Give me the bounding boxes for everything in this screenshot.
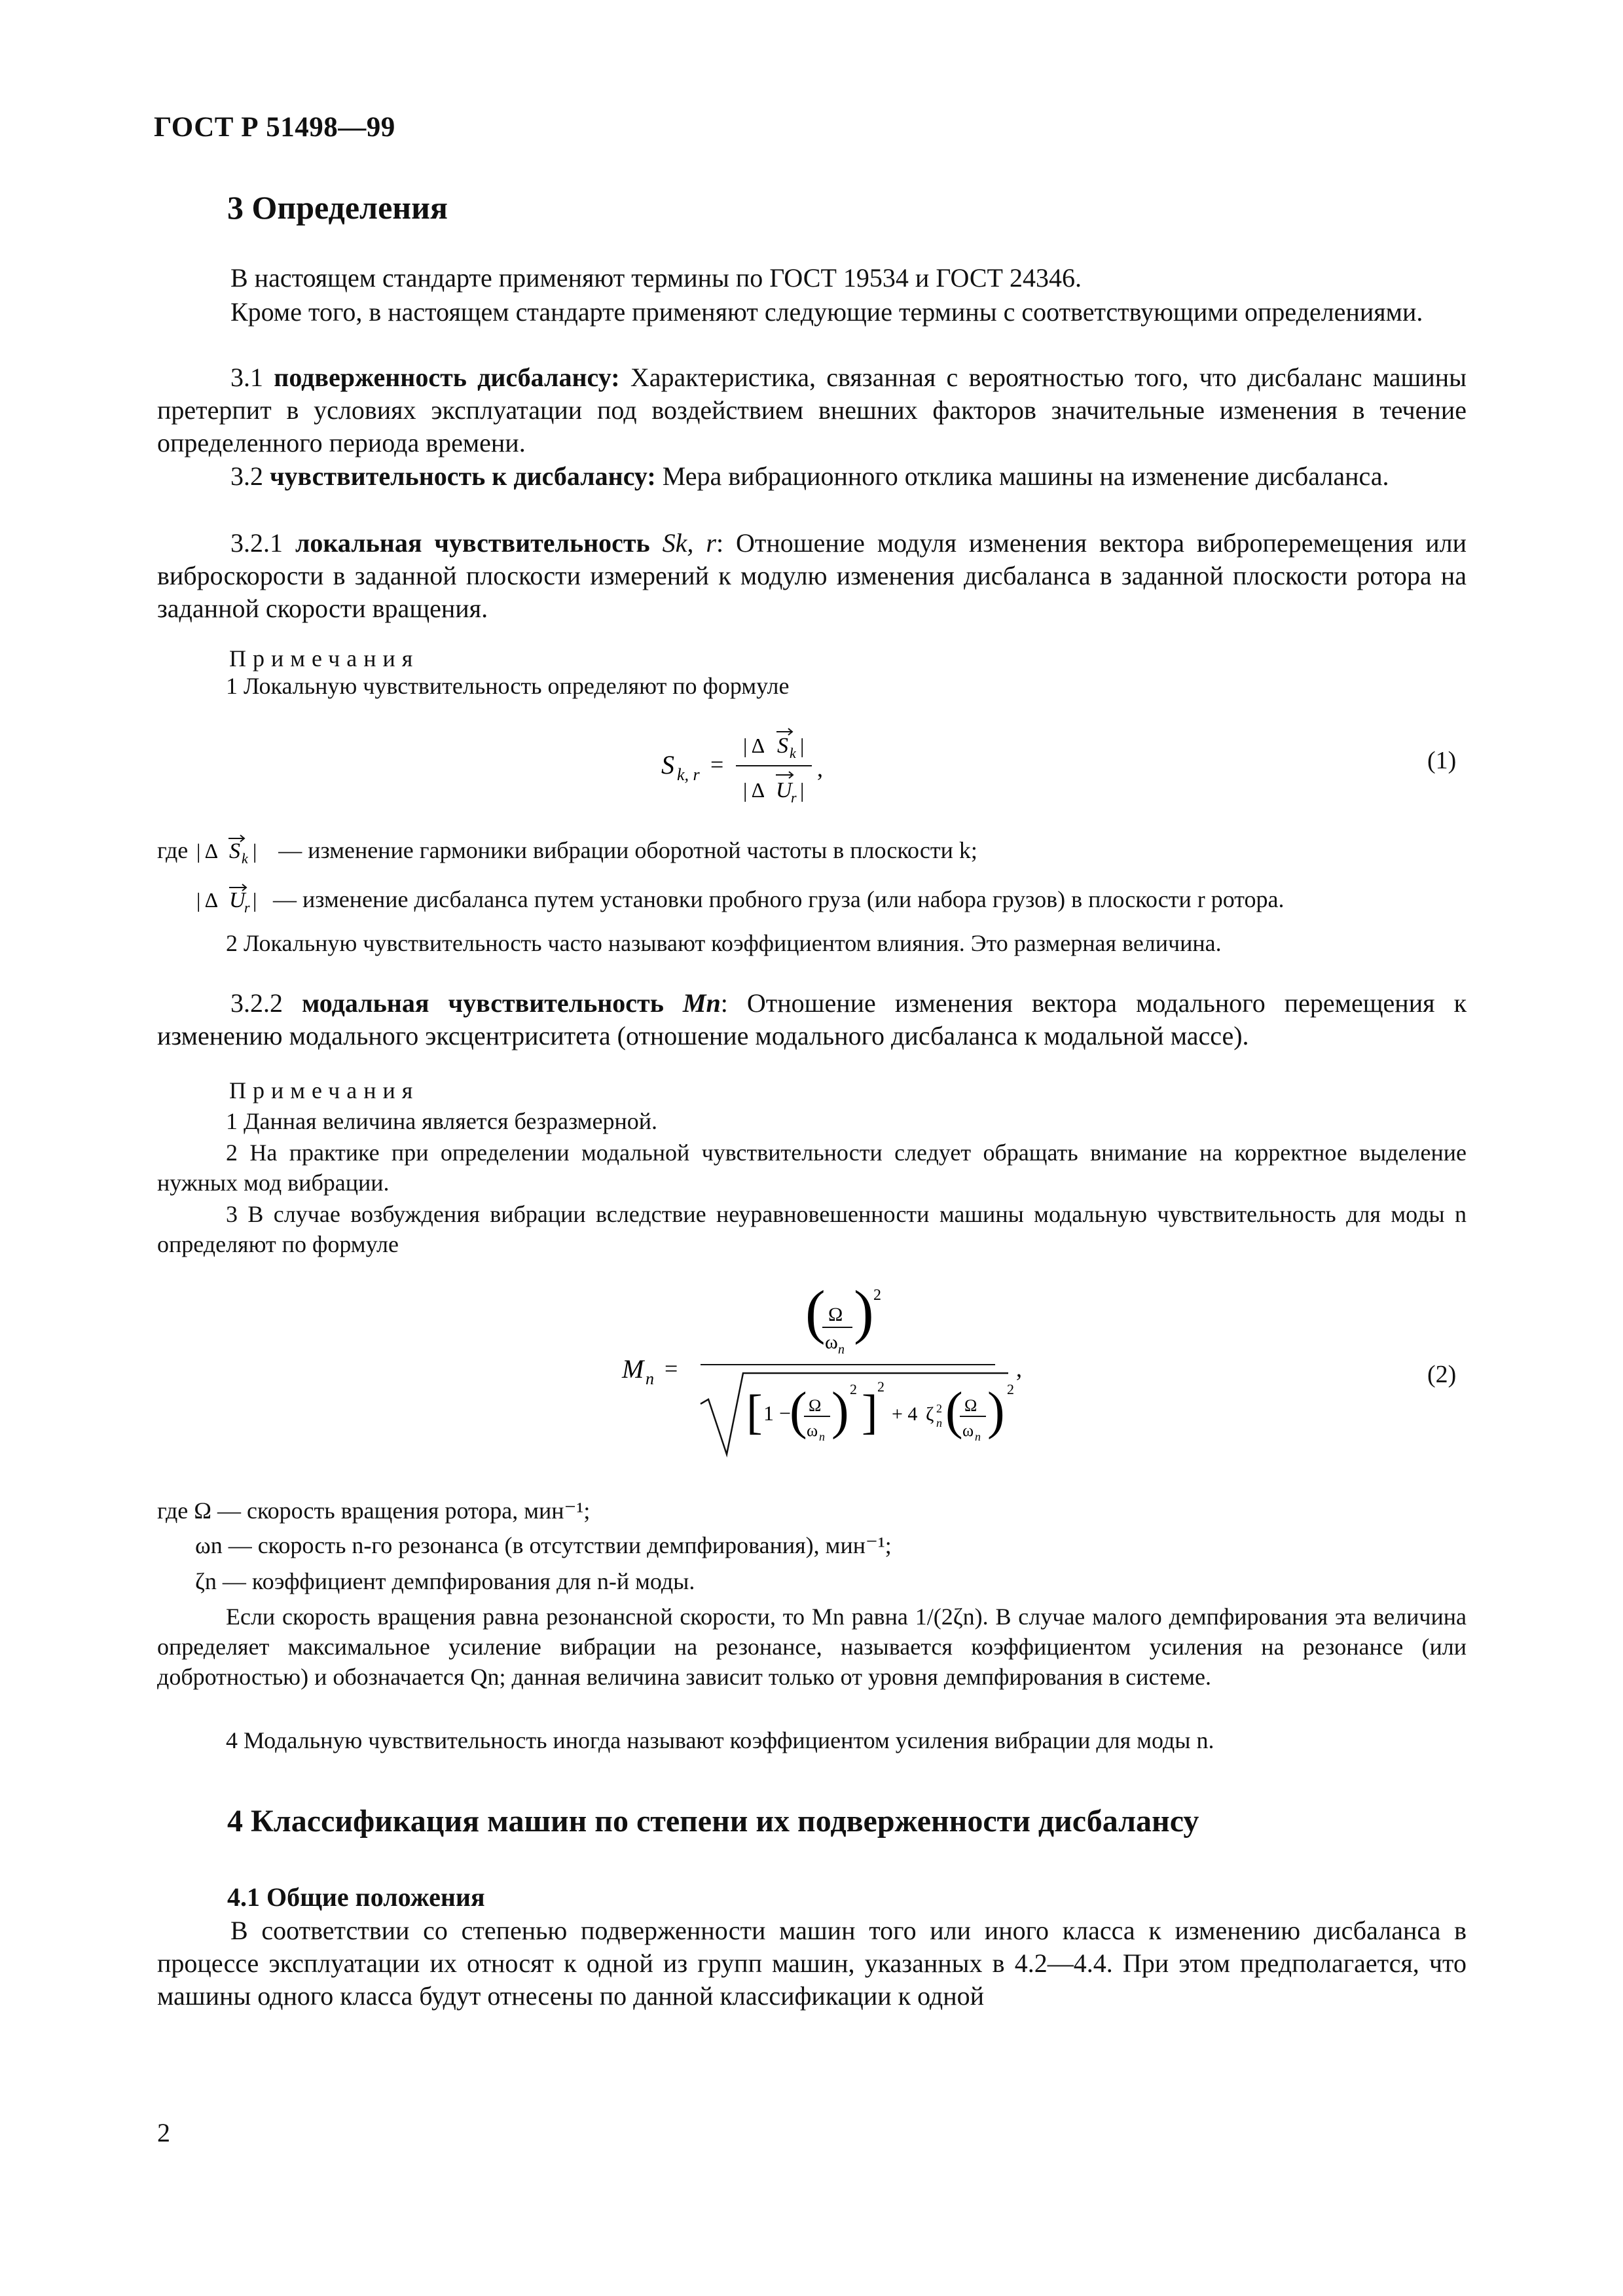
notes-heading-2: Примечания [229,1077,420,1103]
where-2-b: ωn — скорость n-го резонанса (в отсутствии демпфирования), мин⁻¹; [195,1532,892,1558]
svg-text:): ) [987,1382,1005,1440]
term-3-2: чувствительность к дисбалансу: [270,461,656,491]
svg-text:[: [ [746,1386,763,1439]
svg-text:S: S [229,839,241,863]
where-2-a: где Ω — скорость вращения ротора, мин⁻¹; [157,1498,591,1524]
section-4-title: 4 Классификация машин по степени их подверженности дисбалансу [227,1804,1199,1839]
definition-3-2: 3.2 чувствительность к дисбалансу: Мера вибрационного отклика машины на изменение дисбаланса. [230,461,1389,491]
svg-text:k: k [242,850,249,867]
svg-text:n: n [819,1430,825,1443]
symbol-mn: Mn [682,988,721,1018]
svg-text:ω: ω [807,1421,818,1440]
svg-text:k: k [790,745,796,761]
svg-text:n: n [838,1342,845,1357]
svg-text:|: | [800,778,805,802]
svg-text:n: n [936,1416,942,1429]
definition-3-2-1: 3.2.1 локальная чувствительность Sk, r: Отношение модуля изменения вектора виброперемещения или виброскорости в заданной плоскости измерений к модулю изменения дисбаланса в заданной плоскости ротора на заданной скорости вращения. [157,528,1467,623]
section-3-title: 3 Определения [227,189,448,226]
svg-text:Ω: Ω [828,1304,843,1325]
svg-text:n: n [975,1430,981,1443]
term-3-1: подверженность дисбалансу: [274,363,620,392]
document-header: ГОСТ Р 51498—99 [154,112,395,143]
note-2-2: 2 На практике при определении модальной чувствительности следует обращать внимание на корректное выделение нужных мод вибрации. [157,1139,1467,1196]
note-1-1: 1 Локальную чувствительность определяют по формуле [226,673,790,699]
symbol-delta-sk [194,834,272,867]
svg-text:2: 2 [936,1402,942,1415]
term-3-2-2: модальная чувствительность [302,988,664,1018]
svg-text:n: n [646,1369,654,1388]
formula-1 [655,720,851,818]
subsection-4-1-title: 4.1 Общие положения [227,1882,485,1912]
note-2-3-continued: Если скорость вращения равна резонансной скорости, то Mn равна 1/(2ζn). В случае малого демпфирования эта величина определяет максимальное усиление вибрации на резонансе, называется коэффициентом усиления на резонансе (или добротностью) и обозначается Qn; данная величина зависит только от уровня демпфирования в системе. [157,1604,1467,1690]
svg-text:Ω: Ω [809,1396,822,1415]
svg-text:): ) [854,1283,874,1345]
svg-text:k, r: k, r [677,765,700,784]
svg-text:U: U [229,888,246,912]
svg-text:=: = [710,751,724,778]
svg-text:]: ] [862,1386,878,1439]
note-2-4: 4 Модальную чувствительность иногда называют коэффициентом усиления вибрации для моды n. [226,1727,1214,1753]
intro-paragraph-2: Кроме того, в настоящем стандарте применяют следующие термины с соответствующими определениями. [230,297,1423,327]
svg-text:(: ( [790,1382,807,1440]
svg-text:2: 2 [1007,1381,1014,1397]
svg-text:+ 4: + 4 [892,1403,918,1425]
svg-text:S: S [661,750,674,780]
svg-text:| Δ: | Δ [196,839,219,863]
svg-text:(: ( [805,1283,826,1345]
symbol-s-kr: Sk, r [662,528,716,558]
definition-3-2-2: 3.2.2 модальная чувствительность Mn: Отношение изменения вектора модального перемещения к изменению модального эксцентриситета (отношение модального дисбаланса к модальной массе). [157,988,1467,1050]
svg-text:| Δ: | Δ [196,888,219,912]
page-number: 2 [157,2118,170,2147]
svg-text:| Δ: | Δ [743,734,765,757]
svg-text:=: = [665,1355,678,1382]
svg-text:ω: ω [962,1421,974,1440]
symbol-delta-ur [195,884,267,916]
term-3-2-1: локальная чувствительность [295,528,650,558]
svg-text:2: 2 [850,1381,857,1397]
where-1-b: | Δ U r | — изменение дисбаланса путем установки пробного груза (или набора грузов) в плоскости r ротора. [195,884,1285,916]
svg-text:|: | [253,888,257,912]
formula-2 [615,1283,1048,1466]
svg-text:|: | [253,839,257,863]
equation-2-number: (2) [1427,1361,1457,1388]
svg-text:(: ( [945,1382,963,1440]
note-1-2: 2 Локальную чувствительность часто называют коэффициентом влияния. Это размерная величина. [226,930,1222,956]
paragraph-4-1: В соответствии со степенью подверженности машин того или иного класса к изменению дисбаланса в процессе эксплуатации их относят к одной из групп машин, указанных в 4.2—4.4. При этом предполагается, что машины одного класса будут отнесены по данной классификации к одной [157,1916,1467,2011]
svg-text:,: , [817,755,823,781]
svg-text:r: r [244,899,250,916]
where-2-c: ζn — коэффициент демпфирования для n-й моды. [195,1568,695,1594]
svg-text:): ) [831,1382,849,1440]
intro-paragraph-1: В настоящем стандарте применяют термины по ГОСТ 19534 и ГОСТ 24346. [230,263,1082,293]
svg-text:| Δ: | Δ [743,778,765,802]
svg-text:1 −: 1 − [763,1401,792,1425]
equation-1-number: (1) [1427,747,1457,774]
note-2-1: 1 Данная величина является безразмерной. [226,1108,657,1134]
svg-text:S: S [777,734,788,758]
notes-heading-1: Примечания [229,645,420,672]
svg-text:,: , [1016,1355,1022,1382]
definition-3-1: 3.1 подверженность дисбалансу: Характеристика, связанная с вероятностью того, что дисбаланс машины претерпит в условиях эксплуатации под воздействием внешних факторов значительные изменения в течение определенного периода времени. [157,363,1467,457]
svg-text:|: | [800,734,805,757]
svg-text:2: 2 [877,1378,884,1395]
svg-text:M: M [622,1354,644,1384]
svg-text:2: 2 [873,1287,881,1304]
note-2-3: 3 В случае возбуждения вибрации вследствие неуравновешенности машины модальную чувствительность для моды n определяют по формуле [157,1201,1467,1257]
svg-text:ω: ω [825,1331,838,1353]
svg-text:ζ: ζ [926,1403,934,1425]
svg-text:U: U [776,778,792,802]
svg-text:Ω: Ω [964,1396,977,1415]
svg-text:r: r [791,789,797,806]
where-1-a: где | Δ S k | — изменение гармоники вибрации оборотной частоты в плоскости k; [157,834,977,867]
